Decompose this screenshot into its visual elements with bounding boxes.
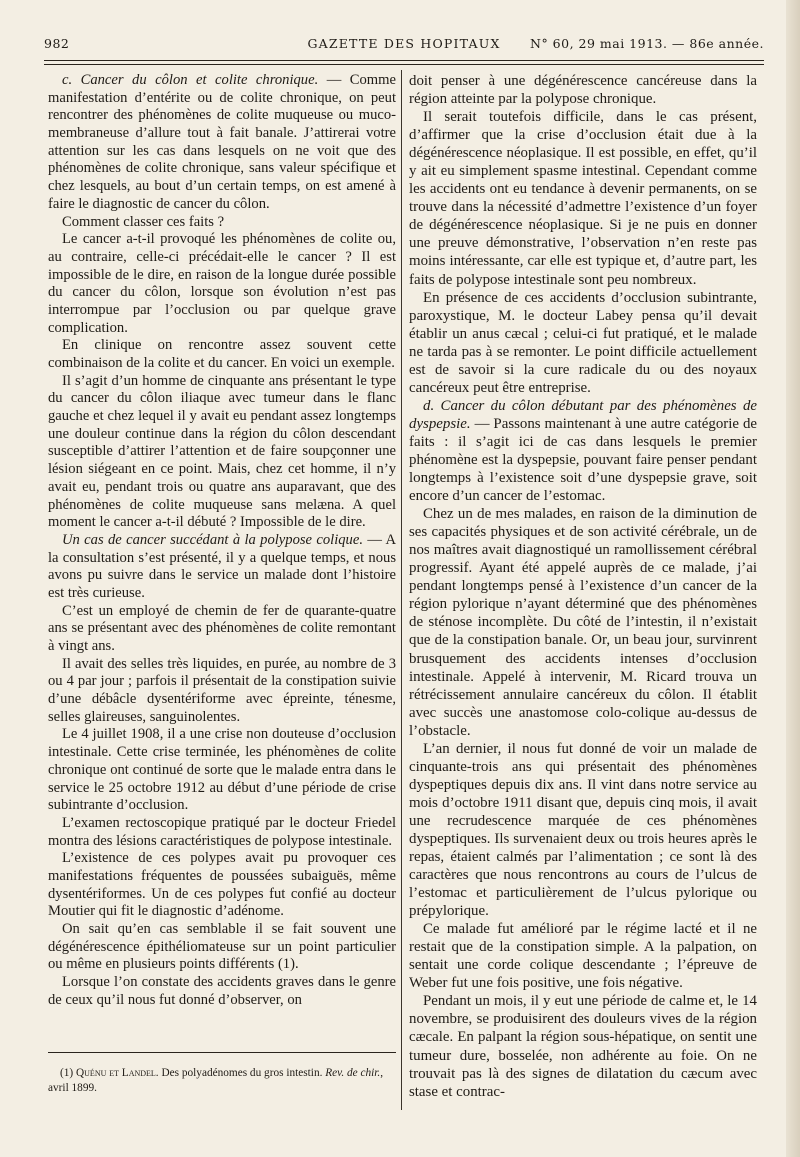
paragraph-text: On sait qu’en cas semblable il se fait souvent une dégénérescence épithéliomateuse sur un point particulier ou même en plusieurs points différents (1). [48,921,396,973]
paragraph-text: C’est un employé de chemin de fer de quarante-quatre ans se présentant avec des phénomènes de colite remontant à vingt ans. [48,602,396,654]
paragraph [48,603,396,656]
paragraph [409,108,757,288]
footnote-text: Des polyadénomes du gros intestin. [158,1067,326,1079]
paragraph [409,920,757,992]
section-heading: d. Cancer du côlon débutant par des phénomènes de dyspepsie. [409,397,757,432]
right-column [409,72,757,1101]
page-number: 982 [44,36,70,51]
issue-info: N° 60, 29 mai 1913. — 86e année. [530,36,764,51]
column-divider [401,70,402,1110]
paragraph [48,373,396,532]
header-rule-bottom [44,64,764,65]
footnote-journal: Rev. de chir. [325,1067,381,1079]
paragraph-text: — Comme manifestation d’entérite ou de colite chronique, on peut rencontrer des phénomènes de colite muqueuse ou muco-membraneuse d’allure tout à fait banale. J’attirerai votre attention sur les cas dans lesquels on ne voit que des phénomènes de colite chronique, sans valeur spécifique et chez lesquels, au bout d’un certain temps, on est amené à faire le diagnostic de cancer du côlon. [48,72,396,212]
paragraph-text: Chez un de mes malades, en raison de la diminution de ses capacités physiques et de son activité cérébrale, un de nos maîtres avait diagnostiqué un ramollissement cérébral progressif. Ayant été appelé auprès de ce malade, j’ai pendant longtemps pensé à l’existence d’un cancer de la région pylorique n’ayant déterminé que des phénomènes de sténose incomplète. Du côté de l’intestin, il n’existait que de la constipation banale. Or, un beau jour, survinrent brusquement des accidents intenses d’occlusion intestinale. Appelé à intervenir, M. Ricard trouva un rétrécissement annulaire cancéreux du côlon. Il établit avec succès une anastomose colo-colique au-dessus de l’obstacle. [409,506,757,739]
journal-title: GAZETTE DES HOPITAUX [307,36,501,51]
paragraph [48,726,396,814]
footnote-marker: (1) [60,1067,76,1079]
paragraph [48,337,396,372]
paragraph-text: L’examen rectoscopique pratiqué par le docteur Friedel montra des lésions caractéristiques de polypose intestinale. [48,814,396,849]
paragraph-text: doit penser à une dégénérescence cancéreuse dans la région atteinte par la polypose chronique. [409,73,757,108]
left-column [48,72,396,1009]
paragraph-text: L’existence de ces polypes avait pu provoquer ces manifestations fréquentes de poussées subaiguës, même dysentériformes. Un de ces polypes fut confié au docteur Moutier qui fit le diagnostic d’adénome. [48,850,396,920]
running-header [44,36,764,56]
paragraph [409,992,757,1100]
paragraph-text: Il serait toutefois difficile, dans le cas présent, d’affirmer que la crise d’occlusion était due à la dégénérescence néoplasique. Il est possible, en effet, qu’il y ait eu simplement spasme intestinal. Cependant comme les accidents ont eu tendance à devenir permanents, on se trouve dans la nécessité d’admettre l’existence d’un foyer de dégénérescence néoplasique. Si je ne puis en donner une preuve démonstrative, l’observation n’en reste pas moins intéressante, car elle est typique et, d’autre part, les faits de polypose intestinale sont peu nombreux. [409,109,757,288]
paragraph-text: Le 4 juillet 1908, il a une crise non douteuse d’occlusion intestinale. Cette crise terminée, les phénomènes de colite chronique ont continué de sorte que le malade entra dans le service le 25 octobre 1912 au début d’une période de crise subintrante d’occlusion. [48,726,396,814]
paragraph [48,850,396,921]
paragraph-text: L’an dernier, il nous fut donné de voir un malade de cinquante-trois ans qui présentait des phénomènes dyspeptiques depuis dix ans. Il vint dans notre service au mois d’octobre 1911 disant que, depuis cinq mois, il avait une recrudescence marquée de ces phénomènes dyspeptiques. Ils survenaient deux ou trois heures après le repas, étaient calmés par l’alimentation ; ce sont là des caractères que nous rencontrons au cours de l’ulcus de l’estomac et particulièrement de l’ulcus pylorique ou prépylorique. [409,740,757,920]
paragraph [409,505,757,740]
paragraph [409,740,757,920]
paragraph [48,974,396,1009]
paragraph [409,72,757,108]
paragraph [48,231,396,337]
section-heading: Un cas de cancer succédant à la polypose colique. [62,531,363,548]
paragraph-text: En clinique on rencontre assez souvent cette combinaison de la colite et du cancer. En voici un exemple. [48,337,396,371]
paragraph [48,72,396,214]
paragraph [409,289,757,397]
paragraph-text: Ce malade fut amélioré par le régime lacté et il ne restait que de la constipation simple. A la palpation, on sentait une corde colique descendante ; l’épreuve de Weber fut une fois positive, une fois négative. [409,921,757,992]
section-heading: c. Cancer du côlon et colite chronique. [62,72,319,88]
paragraph [48,656,396,727]
paragraph-text: Il avait des selles très liquides, en purée, au nombre de 3 ou 4 par jour ; parfois il présentait de la constipation suivie d’une débâcle dysentériforme avec épreinte, ténesme, selles glaireuses, sanguinolentes. [48,655,396,725]
page-edge-shadow [786,0,800,1157]
paragraph-text: Comment classer ces faits ? [62,213,225,230]
paragraph [48,921,396,974]
paragraph [48,532,396,603]
footnote-authors: Quénu et Landel. [76,1067,159,1079]
footnote-rule [48,1052,396,1053]
paragraph [48,815,396,850]
paragraph-text: — A la consultation s’est présenté, il y a quelque temps, et nous avons pu suivre dans le service un malade dont l’histoire est très curieuse. [48,531,396,601]
paragraph-text: Lorsque l’on constate des accidents graves dans le genre de ceux qu’il nous fut donné d’observer, on [48,974,396,1008]
paragraph [409,397,757,505]
paragraph-text: Il s’agit d’un homme de cinquante ans présentant le type du cancer du côlon iliaque avec tumeur dans le flanc gauche et chez lequel il y avait eu pendant assez longtemps une douleur continue dans la région du côlon descendant susceptible d’attirer l’attention et de faire soupçonner une lésion siégeant en ce point. Mais, chez cet homme, il n’y avait eu, pendant trois ou quatre ans auparavant, que des phénomènes de colite muqueuse sans melæna. A quel moment le cancer a-t-il débuté ? Impossible de le dire. [48,372,396,531]
footnote-date: , avril 1899. [48,1067,384,1094]
footnote [48,1066,396,1096]
header-rule-top [44,60,764,61]
paragraph-text: En présence de ces accidents d’occlusion subintrante, paroxystique, M. le docteur Labey pensa qu’il devait établir un anus cæcal ; celui-ci fut pratiqué, et le malade ne tarda pas à se remonter. Le point difficile actuellement est de savoir si la cure radicale du ou des noyaux cancéreux peut être entreprise. [409,289,757,396]
paragraph [48,214,396,232]
paragraph-text: — Passons maintenant à une autre catégorie de faits : il s’agit ici de cas dans lesquels le premier phénomène est la dyspepsie, pouvant faire penser pendant longtemps à l’existence soit d’une dyspepsie grave, soit encore d’un cancer de l’estomac. [409,415,757,505]
paragraph-text: Pendant un mois, il y eut une période de calme et, le 14 novembre, se produisirent des douleurs vives de la région cæcale. En palpant la région sous-hépatique, on sentit une tumeur dure, bosselée, non adhérente au foie. On ne trouvait pas là des signes de dilatation du cæcum avec stase et contrac- [409,993,757,1100]
paragraph-text: Le cancer a-t-il provoqué les phénomènes de colite ou, au contraire, celle-ci précédait-elle le cancer ? Il est impossible de le dire, en raison de la longue durée possible du cancer du côlon, lorsque son évolution n’est pas interrompue par l’occlusion ou par quelque grave complication. [48,231,396,336]
